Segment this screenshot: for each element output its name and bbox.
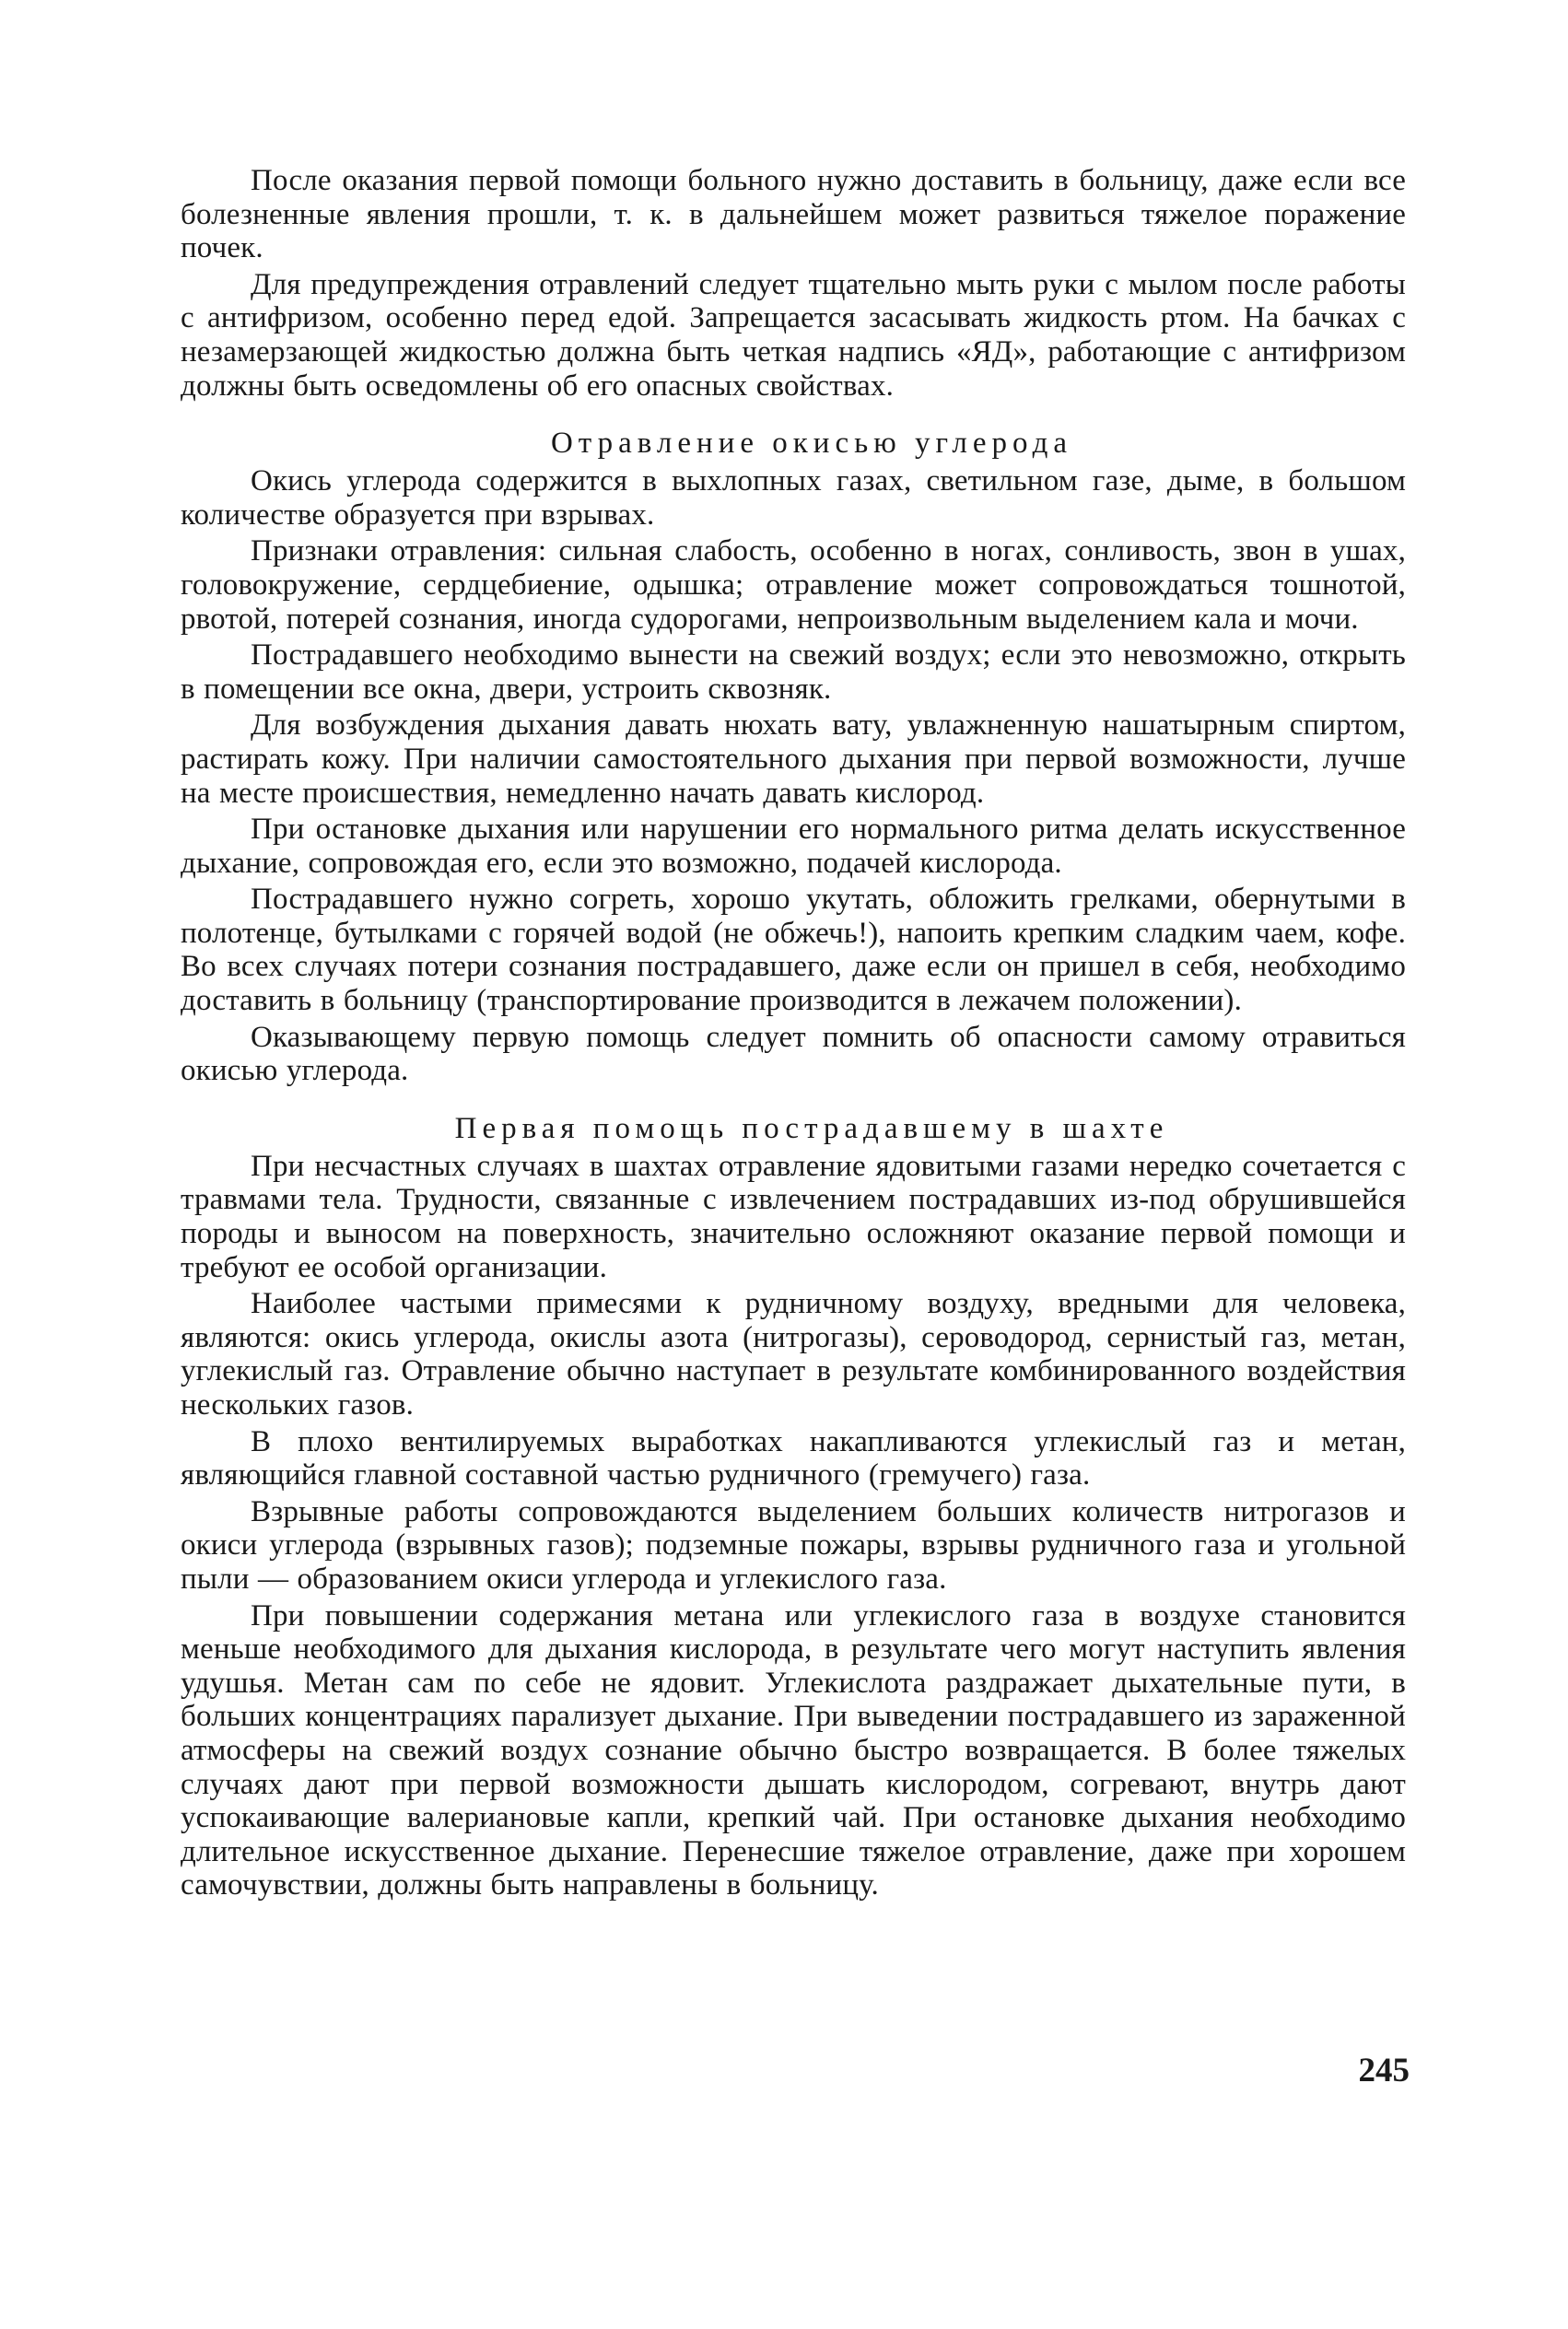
heading-carbon-monoxide: Отравление окисью углерода — [550, 427, 1073, 461]
paragraph-co-sources: Окись углерода содержится в выхлопных газах, светильном газе, дыме, в большом количестве образуется при взрывах. — [181, 464, 1406, 532]
paragraph-mine-accidents: При несчастных случаях в шахтах отравление ядовитыми газами нередко сочетается с травмами тела. Трудности, связанные с извлечением пострадавших из-под обрушившейся породы и выносом на поверхность, значительно осложняют оказание первой помощи и требуют ее особой организации. — [181, 1149, 1406, 1284]
heading-mine-first-aid: Первая помощь пострадавшему в шахте — [454, 1111, 1169, 1145]
paragraph-hospital-transfer: После оказания первой помощи больного нужно доставить в больницу, даже если все болезненные явления прошли, т. к. в дальнейшем может развиться тяжелое поражение почек. — [181, 164, 1406, 265]
paragraph-antifreeze-prevention: Для предупреждения отравлений следует тщательно мыть руки с мылом после работы с антифризом, особенно перед едой. Запрещается засасывать жидкость ртом. На бачках с незамерзающей жидкостью должна быть четкая надпись «ЯД», работающие с антифризом должны быть осведомлены об его опасных свойствах. — [181, 267, 1406, 403]
paragraph-methane-co2: При повышении содержания метана или углекислого газа в воздухе становится меньше необходимого для дыхания кислорода, в результате чего могут наступить явления удушья. Метан сам по себе не ядовит. Углекислота раздражает дыхательные пути, в больших концентрациях парализует дыхание. При выведении пострадавшего из зараженной атмосферы на свежий воздух сознание обычно быстро возвращается. В более тяжелых случаях дают при первой возможности дышать кислородом, согревают, внутрь дают успокаивающие валериановые капли, крепкий чай. При остановке дыхания необходимо длительное искусственное дыхание. Перенесшие тяжелое отравление, даже при хорошем самочувствии, должны быть направлены в больницу. — [181, 1598, 1406, 1902]
paragraph-mine-air-impurities: Наиболее частыми примесями к рудничному воздуху, вредными для человека, являются: окись углерода, окислы азота (нитрогазы), сероводород, сернистый газ, метан, углекислый газ. Отравление обычно наступает в результате комбинированного воздействия нескольких газов. — [181, 1287, 1406, 1422]
paragraph-poorly-ventilated: В плохо вентилируемых выработках накапливаются углекислый газ и метан, являющийся главной составной частью рудничного (гремучего) газа. — [181, 1424, 1406, 1492]
paragraph-rescuer-caution: Оказывающему первую помощь следует помнить об опасности самому отравиться окисью углерода. — [181, 1020, 1406, 1088]
paragraph-co-symptoms: Признаки отравления: сильная слабость, особенно в ногах, сонливость, звон в ушах, головокружение, сердцебиение, одышка; отравление может сопровождаться тошнотой, рвотой, потерей сознания, иногда судорогами, непроизвольным выделением кала и мочи. — [181, 534, 1406, 636]
paragraph-fresh-air: Пострадавшего необходимо вынести на свежий воздух; если это невозможно, открыть в помещении все окна, двери, устроить сквозняк. — [181, 638, 1406, 706]
page-body — [181, 164, 1406, 1905]
paragraph-blasting-works: Взрывные работы сопровождаются выделением больших количеств нитрогазов и окиси углерода (взрывных газов); подземные пожары, взрывы рудничного газа и угольной пыли — образованием окиси углерода и углекислого газа. — [181, 1494, 1406, 1596]
paragraph-artificial-respiration: При остановке дыхания или нарушении его нормального ритма делать искусственное дыхание, сопровождая его, если это возможно, подачей кислорода. — [181, 813, 1406, 880]
paragraph-breathing-stimulation: Для возбуждения дыхания давать нюхать вату, увлажненную нашатырным спиртом, растирать кожу. При наличии самостоятельного дыхания при первой возможности, лучше на месте происшествия, немедленно начать давать кислород. — [181, 708, 1406, 810]
page-number: 245 — [1358, 2052, 1410, 2089]
paragraph-warming: Пострадавшего нужно согреть, хорошо укутать, обложить грелками, обернутыми в полотенце, бутылками с горячей водой (не обжечь!), напоить крепким сладким чаем, кофе. Во всех случаях потери сознания пострадавшего, даже если он пришел в себя, необходимо доставить в больницу (транспортирование производится в лежачем положении). — [181, 883, 1406, 1018]
